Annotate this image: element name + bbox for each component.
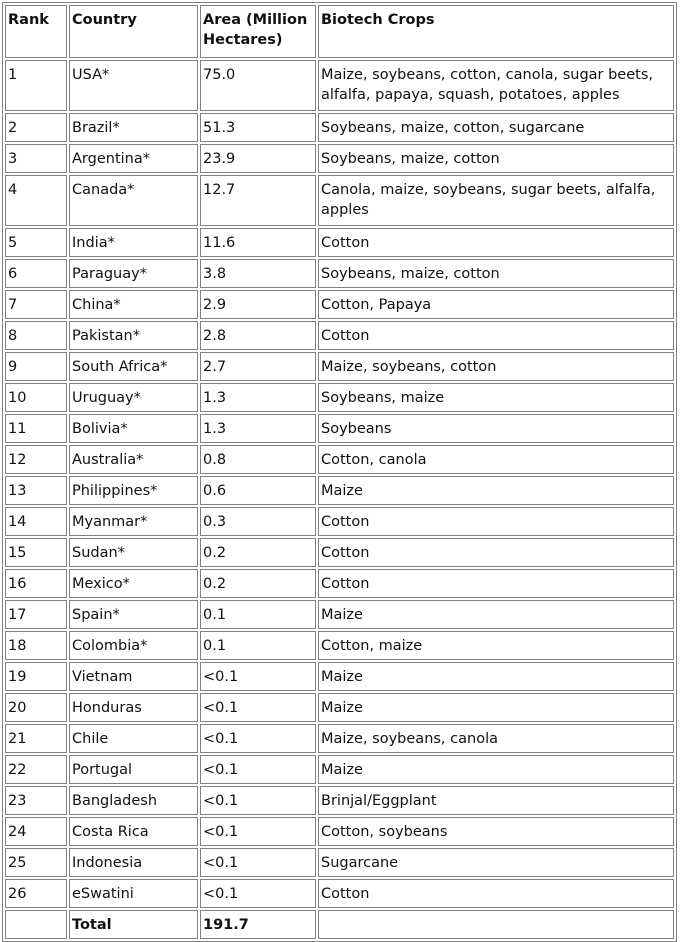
cell-biotech-crops: Maize (318, 662, 674, 691)
table-row (5, 817, 674, 846)
cell-country: Australia* (69, 445, 198, 474)
cell-biotech-crops: Soybeans (318, 414, 674, 443)
table-row (5, 662, 674, 691)
table-body (5, 60, 674, 939)
cell-biotech-crops: Cotton (318, 507, 674, 536)
cell-area: 2.9 (200, 290, 316, 319)
cell-rank: 17 (5, 600, 67, 629)
table-row (5, 786, 674, 815)
cell-rank: 5 (5, 228, 67, 257)
cell-country: Pakistan* (69, 321, 198, 350)
cell-area: <0.1 (200, 724, 316, 753)
cell-area: 2.8 (200, 321, 316, 350)
cell-rank: 2 (5, 113, 67, 142)
cell-biotech-crops: Cotton, Papaya (318, 290, 674, 319)
cell-rank: 6 (5, 259, 67, 288)
cell-rank: 26 (5, 879, 67, 908)
cell-rank: 10 (5, 383, 67, 412)
table-row (5, 724, 674, 753)
cell-biotech-crops: Soybeans, maize, cotton (318, 144, 674, 173)
cell-biotech-crops: Maize, soybeans, canola (318, 724, 674, 753)
cell-biotech-crops: Brinjal/Eggplant (318, 786, 674, 815)
cell-area: 0.3 (200, 507, 316, 536)
cell-biotech-crops: Maize (318, 600, 674, 629)
cell-area: 0.2 (200, 569, 316, 598)
cell-biotech-crops: Maize (318, 476, 674, 505)
table-row (5, 879, 674, 908)
table-row (5, 631, 674, 660)
cell-country: USA* (69, 60, 198, 111)
cell-area: 0.1 (200, 600, 316, 629)
cell-rank: 19 (5, 662, 67, 691)
cell-country: Paraguay* (69, 259, 198, 288)
cell-area: 51.3 (200, 113, 316, 142)
total-cell-area: 191.7 (200, 910, 316, 939)
cell-biotech-crops: Soybeans, maize, cotton (318, 259, 674, 288)
cell-rank: 13 (5, 476, 67, 505)
cell-biotech-crops: Cotton (318, 321, 674, 350)
cell-country: Costa Rica (69, 817, 198, 846)
cell-area: 1.3 (200, 414, 316, 443)
cell-rank: 16 (5, 569, 67, 598)
biotech-crops-table (2, 2, 677, 942)
cell-country: eSwatini (69, 879, 198, 908)
cell-biotech-crops: Cotton (318, 538, 674, 567)
cell-area: 23.9 (200, 144, 316, 173)
crops-table-container (2, 2, 677, 942)
cell-area: <0.1 (200, 786, 316, 815)
cell-biotech-crops: Maize, soybeans, cotton, canola, sugar beets, alfalfa, papaya, squash, potatoes, apples (318, 60, 674, 111)
cell-country: Colombia* (69, 631, 198, 660)
cell-country: China* (69, 290, 198, 319)
cell-country: Honduras (69, 693, 198, 722)
table-row (5, 321, 674, 350)
cell-rank: 15 (5, 538, 67, 567)
cell-area: 12.7 (200, 175, 316, 226)
cell-biotech-crops: Cotton, maize (318, 631, 674, 660)
cell-rank: 4 (5, 175, 67, 226)
cell-area: <0.1 (200, 848, 316, 877)
cell-rank: 14 (5, 507, 67, 536)
cell-country: Spain* (69, 600, 198, 629)
cell-rank: 24 (5, 817, 67, 846)
cell-country: South Africa* (69, 352, 198, 381)
table-row (5, 600, 674, 629)
cell-country: India* (69, 228, 198, 257)
cell-rank: 11 (5, 414, 67, 443)
table-row (5, 60, 674, 111)
cell-biotech-crops: Cotton, canola (318, 445, 674, 474)
cell-country: Portugal (69, 755, 198, 784)
cell-biotech-crops: Maize (318, 693, 674, 722)
table-row (5, 569, 674, 598)
cell-rank: 3 (5, 144, 67, 173)
table-row (5, 113, 674, 142)
cell-rank: 22 (5, 755, 67, 784)
cell-rank: 20 (5, 693, 67, 722)
cell-country: Argentina* (69, 144, 198, 173)
cell-country: Chile (69, 724, 198, 753)
cell-area: 0.1 (200, 631, 316, 660)
cell-rank: 25 (5, 848, 67, 877)
cell-rank: 23 (5, 786, 67, 815)
cell-biotech-crops: Canola, maize, soybeans, sugar beets, alfalfa, apples (318, 175, 674, 226)
cell-area: 3.8 (200, 259, 316, 288)
cell-rank: 1 (5, 60, 67, 111)
total-cell-biotech-crops (318, 910, 674, 939)
table-row (5, 228, 674, 257)
table-row (5, 538, 674, 567)
cell-biotech-crops: Cotton, soybeans (318, 817, 674, 846)
cell-area: 0.6 (200, 476, 316, 505)
table-row (5, 259, 674, 288)
cell-rank: 9 (5, 352, 67, 381)
cell-biotech-crops: Soybeans, maize, cotton, sugarcane (318, 113, 674, 142)
table-row (5, 144, 674, 173)
header-area: Area (Million Hectares) (200, 5, 316, 58)
cell-country: Bangladesh (69, 786, 198, 815)
cell-biotech-crops: Maize (318, 755, 674, 784)
cell-biotech-crops: Maize, soybeans, cotton (318, 352, 674, 381)
table-row (5, 414, 674, 443)
table-row (5, 352, 674, 381)
table-row (5, 383, 674, 412)
table-row (5, 445, 674, 474)
cell-biotech-crops: Cotton (318, 569, 674, 598)
header-country: Country (69, 5, 198, 58)
cell-country: Mexico* (69, 569, 198, 598)
total-cell-country: Total (69, 910, 198, 939)
cell-rank: 12 (5, 445, 67, 474)
table-total-row (5, 910, 674, 939)
cell-country: Bolivia* (69, 414, 198, 443)
cell-biotech-crops: Soybeans, maize (318, 383, 674, 412)
cell-country: Myanmar* (69, 507, 198, 536)
total-cell-rank (5, 910, 67, 939)
header-biotech-crops: Biotech Crops (318, 5, 674, 58)
cell-area: 0.2 (200, 538, 316, 567)
table-row (5, 290, 674, 319)
cell-country: Philippines* (69, 476, 198, 505)
cell-biotech-crops: Sugarcane (318, 848, 674, 877)
table-row (5, 175, 674, 226)
cell-country: Vietnam (69, 662, 198, 691)
cell-area: 1.3 (200, 383, 316, 412)
table-row (5, 755, 674, 784)
cell-country: Sudan* (69, 538, 198, 567)
table-row (5, 693, 674, 722)
table-header-row (5, 5, 674, 58)
cell-area: 2.7 (200, 352, 316, 381)
cell-biotech-crops: Cotton (318, 879, 674, 908)
cell-rank: 8 (5, 321, 67, 350)
cell-area: 11.6 (200, 228, 316, 257)
table-row (5, 507, 674, 536)
cell-area: <0.1 (200, 662, 316, 691)
cell-country: Canada* (69, 175, 198, 226)
cell-country: Brazil* (69, 113, 198, 142)
cell-area: 0.8 (200, 445, 316, 474)
cell-area: <0.1 (200, 817, 316, 846)
cell-biotech-crops: Cotton (318, 228, 674, 257)
table-row (5, 476, 674, 505)
cell-area: <0.1 (200, 693, 316, 722)
cell-area: <0.1 (200, 755, 316, 784)
header-rank: Rank (5, 5, 67, 58)
table-row (5, 848, 674, 877)
cell-country: Indonesia (69, 848, 198, 877)
cell-rank: 21 (5, 724, 67, 753)
cell-rank: 7 (5, 290, 67, 319)
cell-country: Uruguay* (69, 383, 198, 412)
cell-area: <0.1 (200, 879, 316, 908)
cell-area: 75.0 (200, 60, 316, 111)
cell-rank: 18 (5, 631, 67, 660)
